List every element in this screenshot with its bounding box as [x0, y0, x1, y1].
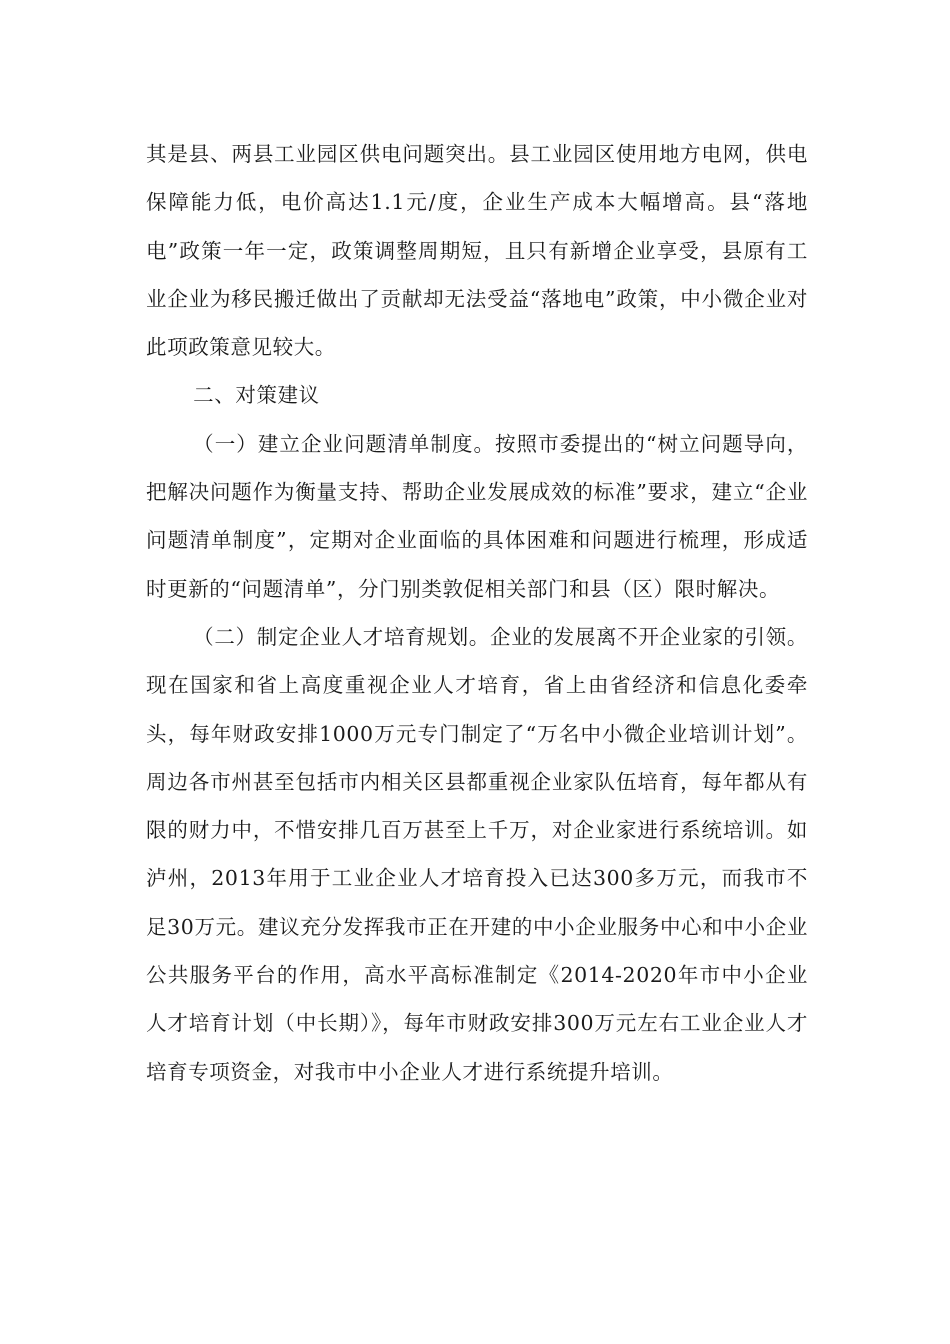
paragraph-talent-cultivation-plan: （二）制定企业人才培育规划。企业的发展离不开企业家的引领。现在国家和省上高度重视企业人才培育，省上由省经济和信息化委牵头，每年财政安排1000万元专门制定了“万名中小微企业培训计划”。周边各市州甚至包括市内相关区县都重视企业家队伍培育，每年都从有限的财力中，不惜安排几百万甚至上千万，对企业家进行系统培训。如泸州，2013年用于工业企业人才培育投入已达300多万元，而我市不足30万元。建议充分发挥我市正在开建的中小企业服务中心和中小企业公共服务平台的作用，高水平高标准制定《2014-2020年市中小企业人才培育计划（中长期）》，每年市财政安排300万元左右工业企业人才培育专项资金，对我市中小企业人才进行系统提升培训。 — [146, 624, 808, 1084]
paragraph-problem-list-system: （一）建立企业问题清单制度。按照市委提出的“树立问题导向，把解决问题作为衡量支持、帮助企业发展成效的标准”要求，建立“企业问题清单制度”，定期对企业面临的具体困难和问题进行梳理，形成适时更新的“问题清单”，分门别类敦促相关部门和县（区）限时解决。 — [146, 431, 808, 601]
document-body — [146, 130, 808, 1096]
section-heading-countermeasures: 二、对策建议 — [193, 383, 320, 408]
paragraph-power-supply: 其是县、两县工业园区供电问题突出。县工业园区使用地方电网，供电保障能力低，电价高达1.1元/度，企业生产成本大幅增高。县“落地电”政策一年一定，政策调整周期短，且只有新增企业享受，县原有工业企业为移民搬迁做出了贡献却无法受益“落地电”政策，中小微企业对此项政策意见较大。 — [146, 142, 808, 360]
